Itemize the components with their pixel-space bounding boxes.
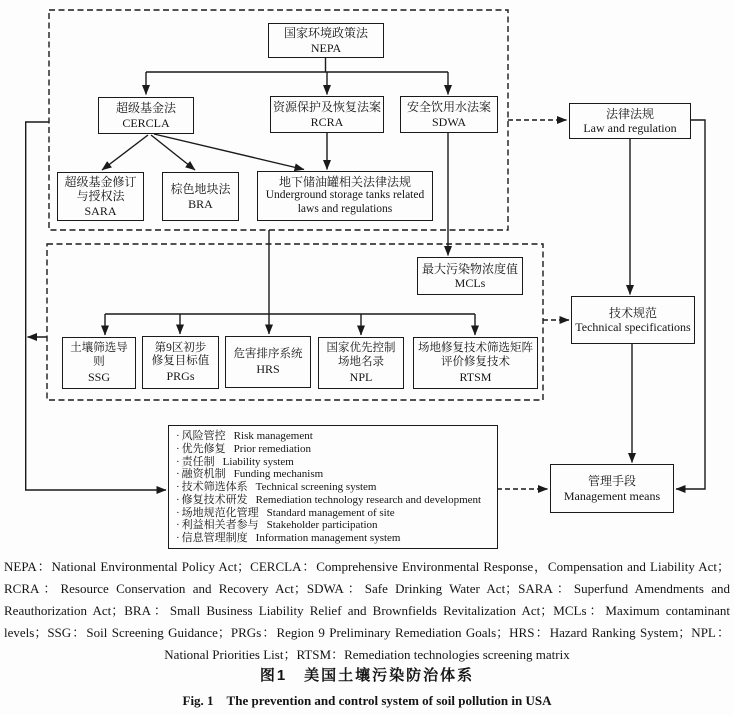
node-sara-en: SARA [84, 203, 117, 218]
node-rtsm [413, 337, 538, 389]
node-rtsm-zh1: 场地修复技术筛选矩阵 [418, 342, 533, 354]
node-npl-zh2: 场地名录 [338, 355, 384, 368]
node-cercla [98, 97, 194, 134]
node-ssg-zh: 土壤筛选导则 [70, 342, 128, 368]
node-mcls-en: MCLs [454, 276, 486, 290]
node-bra-zh: 棕色地块法 [170, 182, 231, 197]
node-technical-specifications [571, 296, 695, 344]
node-law-en: Law and regulation [583, 121, 677, 135]
node-mcls [417, 257, 523, 295]
figure-caption-zh: 图1 美国土壤污染防治体系 [259, 667, 475, 684]
bullet-dot: · [176, 519, 180, 532]
abbreviation-legend: NEPA：National Environmental Policy Act；CERCLA：Comprehensive Environmental Response，Compensation and Liability Act；RCRA：Resource Conservation and Recovery Act；SDWA：Safe Drinking Water Act；SARA：Superfund Amendments and Reauthorization Act；BRA：Small Business Liability Relief and Brownfields Revitalization Act；MCLs：Maximum contaminant levels；SSG：Soil Screening Guidance；PRGs：Region 9 Preliminary Remediation Goals；HRS：Hazard Ranking System；NPL：National Priorities List；RTSM：Remediation technologies screening matrix [4, 559, 730, 662]
node-sara-zh1: 超级基金修订 [64, 174, 137, 189]
node-nepa-zh: 国家环境政策法 [283, 26, 368, 41]
node-hrs [225, 336, 311, 388]
node-prgs-zh2: 修复目标值 [151, 355, 210, 368]
node-npl-zh1: 国家优先控制 [326, 342, 396, 354]
node-nepa-en: NEPA [310, 40, 342, 55]
bullet-dot: · [176, 442, 180, 455]
node-sdwa-zh: 安全饮用水法案 [406, 100, 491, 115]
measure-item: · 融资机制 Funding mechanism [176, 468, 324, 481]
node-ust-en: Underground storage tanks related laws and regulations [265, 189, 425, 216]
management-measures-box [168, 425, 498, 549]
bullet-dot: · [176, 506, 180, 519]
node-sdwa [400, 96, 498, 133]
node-npl-en: NPL [349, 369, 373, 384]
node-bra [162, 172, 239, 221]
figure-caption-en: Fig. 1 The prevention and control system of soil pollution in USA [182, 693, 552, 708]
node-mgmt-zh: 管理手段 [587, 474, 636, 489]
node-tech-en: Technical specifications [575, 320, 691, 334]
node-ust [257, 171, 433, 221]
bullet-dot: · [176, 430, 180, 442]
arrow-cercla-to-sara [102, 135, 148, 170]
measure-item: · 利益相关者参与 Stakeholder participation [176, 519, 378, 532]
node-rcra-zh: 资源保护及恢复法案 [273, 100, 382, 115]
node-hrs-en: HRS [256, 361, 280, 376]
node-bra-en: BRA [188, 196, 213, 211]
arrow-cercla-to-bra [151, 135, 195, 170]
node-ssg-en: SSG [87, 369, 110, 384]
node-prgs-zh1: 第9区初步 [154, 341, 207, 354]
node-sara [57, 172, 144, 221]
node-tech-zh: 技术规范 [608, 305, 657, 320]
measure-item: · 信息管理制度 Information management system [176, 532, 401, 544]
node-prgs [142, 336, 219, 389]
node-npl [318, 337, 404, 389]
node-rcra-en: RCRA [310, 114, 344, 129]
node-sdwa-en: SDWA [431, 114, 466, 129]
node-prgs-en: PRGs [166, 369, 195, 384]
measure-item: · 责任制 Liability system [176, 455, 294, 468]
measure-item: · 场地规范化管理 Standard management of site [176, 506, 395, 519]
node-hrs-zh: 危害排序系统 [233, 347, 303, 360]
measure-item: · 风险管控 Risk management [176, 430, 313, 442]
node-ssg [62, 337, 136, 389]
node-cercla-en: CERCLA [122, 115, 170, 130]
node-sara-zh2: 与授权法 [76, 189, 125, 204]
node-nepa [268, 23, 384, 58]
bullet-dot: · [176, 481, 180, 493]
node-management-means [550, 464, 674, 513]
node-mcls-zh: 最大污染物浓度值 [421, 261, 518, 276]
bullet-dot: · [176, 468, 180, 481]
arrow-cercla-to-ust [154, 134, 304, 170]
node-rtsm-en: RTSM [459, 369, 492, 384]
measure-item: · 技术筛选体系 Technical screening system [176, 481, 377, 493]
node-rcra [270, 96, 384, 133]
measure-item: · 修复技术研发 Remediation technology research and development [176, 493, 482, 506]
measure-item: · 优先修复 Prior remediation [176, 442, 311, 455]
node-cercla-zh: 超级基金法 [115, 101, 176, 116]
bullet-dot: · [176, 532, 180, 544]
node-mgmt-en: Management means [563, 488, 661, 503]
node-law-zh: 法律法规 [605, 106, 654, 121]
node-ust-zh: 地下储油罐相关法律法规 [278, 175, 411, 189]
node-law-and-regulation [569, 103, 691, 139]
bullet-dot: · [176, 455, 180, 468]
bullet-dot: · [176, 493, 180, 506]
node-rtsm-zh2: 评价修复技术 [441, 355, 510, 368]
